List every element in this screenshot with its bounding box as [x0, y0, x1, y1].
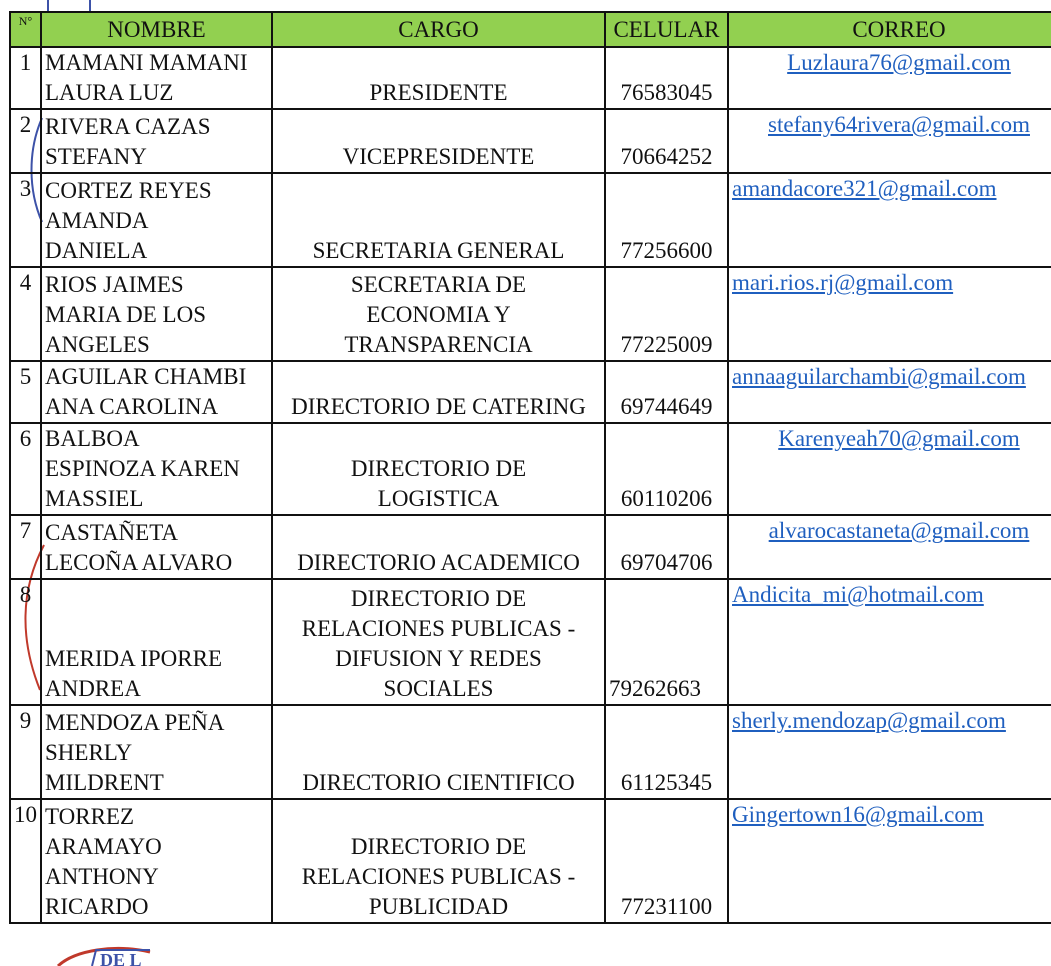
- member-name-line: ANA CAROLINA: [45, 394, 219, 419]
- header-row: [10, 12, 1051, 47]
- member-role-line: DIRECTORIO DE CATERING: [291, 394, 586, 419]
- member-role: [272, 47, 605, 109]
- row-number: 7: [10, 515, 41, 579]
- member-role-line: SECRETARIA GENERAL: [312, 238, 565, 263]
- member-email-link[interactable]: mari.rios.rj@gmail.com: [732, 270, 954, 295]
- member-name-line: RIVERA CAZAS: [45, 114, 211, 139]
- table-row: [10, 515, 1051, 579]
- member-name-line: STEFANY: [45, 144, 147, 169]
- row-number: 4: [10, 267, 41, 361]
- member-phone: 79262663: [605, 579, 728, 705]
- member-role-line: PRESIDENTE: [369, 80, 508, 105]
- member-name-line: MARIA DE LOS: [45, 302, 207, 327]
- member-name-line: LECOÑA ALVARO: [45, 550, 233, 575]
- member-name-line: BALBOA: [45, 426, 140, 451]
- row-number: 2: [10, 109, 41, 173]
- member-phone: 70664252: [605, 109, 728, 173]
- member-role-line: DIRECTORIO DE: [350, 456, 527, 481]
- member-name-line: ARAMAYO: [45, 834, 162, 859]
- stamp-frame: [92, 950, 150, 966]
- table-row: [10, 579, 1051, 705]
- member-name-line: RIOS JAIMES: [45, 272, 184, 297]
- stamp-arc: [58, 948, 150, 966]
- member-name: [41, 423, 272, 515]
- header-celular: CELULAR: [605, 12, 728, 47]
- member-email-cell: [728, 579, 1051, 705]
- member-role: [272, 109, 605, 173]
- member-email-cell: [728, 47, 1051, 109]
- member-email-link[interactable]: Luzlaura76@gmail.com: [787, 50, 1011, 75]
- member-role-line: LOGISTICA: [377, 486, 500, 511]
- member-phone: 77256600: [605, 173, 728, 267]
- member-name: [41, 109, 272, 173]
- member-email-link[interactable]: Andicita_mi@hotmail.com: [732, 582, 984, 607]
- header-nombre: NOMBRE: [41, 12, 272, 47]
- member-name-line: MASSIEL: [45, 486, 144, 511]
- table-row: [10, 361, 1051, 423]
- member-name: [41, 799, 272, 923]
- member-role-line: SOCIALES: [383, 676, 494, 701]
- members-table: [9, 11, 1051, 924]
- member-role: [272, 515, 605, 579]
- row-number: 6: [10, 423, 41, 515]
- member-email-cell: [728, 361, 1051, 423]
- member-role-line: VICEPRESIDENTE: [342, 144, 535, 169]
- table-row: [10, 267, 1051, 361]
- member-name: [41, 173, 272, 267]
- member-email-cell: [728, 173, 1051, 267]
- header-num: N°: [10, 12, 41, 47]
- row-number: 3: [10, 173, 41, 267]
- member-name: [41, 47, 272, 109]
- row-number: 5: [10, 361, 41, 423]
- member-role: [272, 423, 605, 515]
- member-role-line: DIRECTORIO ACADEMICO: [297, 550, 580, 575]
- member-name-line: ANTHONY: [45, 864, 159, 889]
- member-phone: 61125345: [605, 705, 728, 799]
- member-phone: 77225009: [605, 267, 728, 361]
- member-phone: 60110206: [605, 423, 728, 515]
- member-email-link[interactable]: sherly.mendozap@gmail.com: [732, 708, 1006, 733]
- member-role-line: ECONOMIA Y: [366, 302, 511, 327]
- member-phone: 69704706: [605, 515, 728, 579]
- stamp-text: DE L: [100, 950, 142, 966]
- member-role-line: SECRETARIA DE: [350, 272, 527, 297]
- member-role-line: DIRECTORIO DE: [350, 834, 527, 859]
- member-role: [272, 361, 605, 423]
- table-body: [10, 47, 1051, 923]
- member-email-cell: [728, 515, 1051, 579]
- member-name-line: TORREZ: [45, 804, 135, 829]
- member-email-link[interactable]: stefany64rivera@gmail.com: [768, 112, 1030, 137]
- member-name-line: AGUILAR CHAMBI: [45, 364, 247, 389]
- member-name: [41, 705, 272, 799]
- member-name-line: MILDRENT: [45, 770, 164, 795]
- member-email-cell: [728, 423, 1051, 515]
- member-name-line: SHERLY: [45, 740, 133, 765]
- member-email-link[interactable]: alvarocastaneta@gmail.com: [768, 518, 1030, 543]
- table-row: [10, 799, 1051, 923]
- header-correo: CORREO: [728, 12, 1051, 47]
- member-name-line: AMANDA: [45, 208, 149, 233]
- member-email-link[interactable]: Karenyeah70@gmail.com: [778, 426, 1020, 451]
- member-name-line: DANIELA: [45, 238, 148, 263]
- member-name-line: CORTEZ REYES: [45, 178, 212, 203]
- member-name-line: MAMANI MAMANI: [45, 50, 248, 75]
- table-row: [10, 705, 1051, 799]
- member-name-line: LAURA LUZ: [45, 80, 174, 105]
- member-name: [41, 579, 272, 705]
- member-role-line: RELACIONES PUBLICAS -: [301, 616, 576, 641]
- member-role-line: PUBLICIDAD: [368, 894, 509, 919]
- row-number: 10: [10, 799, 41, 923]
- row-number: 1: [10, 47, 41, 109]
- member-name: [41, 361, 272, 423]
- member-role: [272, 579, 605, 705]
- member-phone: 76583045: [605, 47, 728, 109]
- table-row: [10, 173, 1051, 267]
- row-number: 9: [10, 705, 41, 799]
- member-role: [272, 799, 605, 923]
- member-email-cell: [728, 109, 1051, 173]
- member-role-line: DIRECTORIO CIENTIFICO: [302, 770, 575, 795]
- member-role: [272, 267, 605, 361]
- member-role-line: RELACIONES PUBLICAS -: [301, 864, 576, 889]
- member-role-line: DIRECTORIO DE: [350, 586, 527, 611]
- member-name: [41, 515, 272, 579]
- table-row: [10, 109, 1051, 173]
- member-email-cell: [728, 705, 1051, 799]
- member-name-line: ESPINOZA KAREN: [45, 456, 240, 481]
- member-role-line: TRANSPARENCIA: [344, 332, 533, 357]
- row-number: 8: [10, 579, 41, 705]
- member-name-line: MERIDA IPORRE: [45, 646, 222, 671]
- table-row: [10, 423, 1051, 515]
- member-name-line: RICARDO: [45, 894, 149, 919]
- member-role: [272, 173, 605, 267]
- member-name-line: MENDOZA PEÑA: [45, 710, 225, 735]
- member-name: [41, 267, 272, 361]
- table-row: [10, 47, 1051, 109]
- member-email-link[interactable]: Gingertown16@gmail.com: [732, 802, 984, 827]
- member-email-cell: [728, 267, 1051, 361]
- member-email-link[interactable]: amandacore321@gmail.com: [732, 176, 997, 201]
- member-name-line: CASTAÑETA: [45, 520, 179, 545]
- member-phone: 69744649: [605, 361, 728, 423]
- member-email-link[interactable]: annaaguilarchambi@gmail.com: [732, 364, 1026, 389]
- member-phone: 77231100: [605, 799, 728, 923]
- member-role-line: DIFUSION Y REDES: [335, 646, 542, 671]
- header-cargo: CARGO: [272, 12, 605, 47]
- member-role: [272, 705, 605, 799]
- member-name-line: ANDREA: [45, 676, 141, 701]
- member-email-cell: [728, 799, 1051, 923]
- member-name-line: ANGELES: [45, 332, 150, 357]
